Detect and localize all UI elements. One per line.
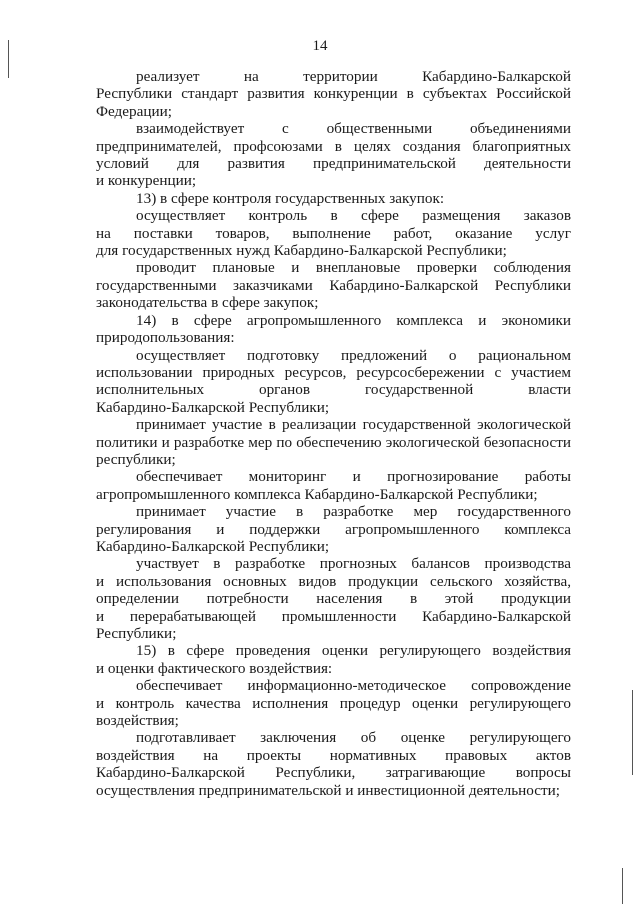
paragraph-line: Республики; (96, 625, 177, 642)
paragraph-line: осуществляет подготовку предложений о рациональном (136, 346, 571, 364)
paragraph-line: республики; (96, 450, 176, 468)
paragraph-line: использовании природных ресурсов, ресурсосбережении с участием (96, 363, 571, 381)
paragraph (96, 416, 571, 468)
paragraph-line: государственными заказчиками Кабардино-Балкарской Республики (96, 276, 571, 294)
paragraph-line: природопользования: (96, 329, 235, 347)
paragraph (96, 312, 571, 347)
paragraph-line: Кабардино-Балкарской Республики; (96, 537, 330, 555)
paragraph (96, 120, 571, 190)
paragraph-line: Федерации; (96, 102, 172, 120)
paragraph-line: 14) в сфере агропромышленного комплекса и экономики (136, 311, 571, 329)
paragraph-line: исполнительных органов государственной власти (96, 381, 571, 399)
paragraph-line: обеспечивает мониторинг и прогнозирование работы (136, 468, 571, 486)
paragraph (96, 190, 571, 207)
paragraph (96, 642, 571, 677)
paragraph-line: проводит плановые и внеплановые проверки соблюдения (136, 259, 571, 277)
paragraph-line: законодательства в сфере закупок; (96, 294, 319, 312)
paragraph (96, 207, 571, 259)
paragraph-line: и конкуренции; (96, 172, 197, 190)
paragraph-line: осуществления предпринимательской и инвестиционной деятельности; (96, 781, 560, 799)
paragraph-line: на поставки товаров, выполнение работ, оказание услуг (96, 224, 571, 242)
paragraph-line: Кабардино-Балкарской Республики; (96, 398, 330, 416)
paragraph-line: для государственных нужд Кабардино-Балкарской Республики; (96, 242, 507, 260)
paragraph-line: политики и разработке мер по обеспечению экологической безопасности (96, 433, 571, 451)
paragraph-line: принимает участие в разработке мер государственного (136, 503, 571, 521)
scan-edge-mark-right (632, 690, 633, 775)
paragraph-line: воздействия на проекты нормативных правовых актов (96, 746, 571, 764)
paragraph (96, 555, 571, 642)
paragraph (96, 468, 571, 503)
paragraph (96, 729, 571, 799)
paragraph-line: 15) в сфере проведения оценки регулирующего воздействия (136, 642, 571, 660)
paragraph (96, 347, 571, 417)
paragraph-line: подготавливает заключения об оценке регулирующего (136, 729, 571, 747)
paragraph-line: и перерабатывающей промышленности Кабардино-Балкарской (96, 607, 571, 625)
paragraph-line: обеспечивает информационно-методическое сопровождение (136, 677, 571, 695)
paragraph-line: Кабардино-Балкарской Республики, затрагивающие вопросы (96, 764, 571, 782)
paragraph-line: участвует в разработке прогнозных балансов производства (136, 555, 571, 573)
paragraph-line: 13) в сфере контроля государственных закупок: (136, 189, 445, 207)
paragraph-line: предпринимателей, профсоюзами в целях создания благоприятных (96, 137, 571, 155)
paragraph-line: и оценки фактического воздействия: (96, 659, 333, 677)
scan-edge-mark-bottom (622, 868, 623, 904)
paragraph-line: взаимодействует с общественными объединениями (136, 120, 571, 138)
paragraph-line: условий для развития предпринимательской деятельности (96, 155, 571, 173)
paragraph-line: и контроль качества исполнения процедур оценки регулирующего (96, 694, 571, 712)
paragraph-line: воздействия; (96, 712, 179, 730)
paragraph (96, 677, 571, 729)
document-body (96, 68, 571, 799)
paragraph-line: регулирования и поддержки агропромышленного комплекса (96, 520, 571, 538)
page-number: 14 (312, 38, 328, 54)
paragraph (96, 503, 571, 555)
paragraph-line: агропромышленного комплекса Кабардино-Балкарской Республики; (96, 485, 538, 503)
paragraph-line: и использования основных видов продукции сельского хозяйства, (96, 572, 571, 590)
paragraph-line: определении потребности населения в этой продукции (96, 590, 571, 608)
paragraph-line: принимает участие в реализации государственной экологической (136, 416, 571, 434)
paragraph-line: Республики стандарт развития конкуренции в субъектах Российской (96, 85, 571, 103)
paragraph-line: осуществляет контроль в сфере размещения заказов (136, 207, 571, 225)
paragraph (96, 259, 571, 311)
paragraph-line: реализует на территории Кабардино-Балкарской (136, 68, 571, 85)
paragraph (96, 68, 571, 120)
